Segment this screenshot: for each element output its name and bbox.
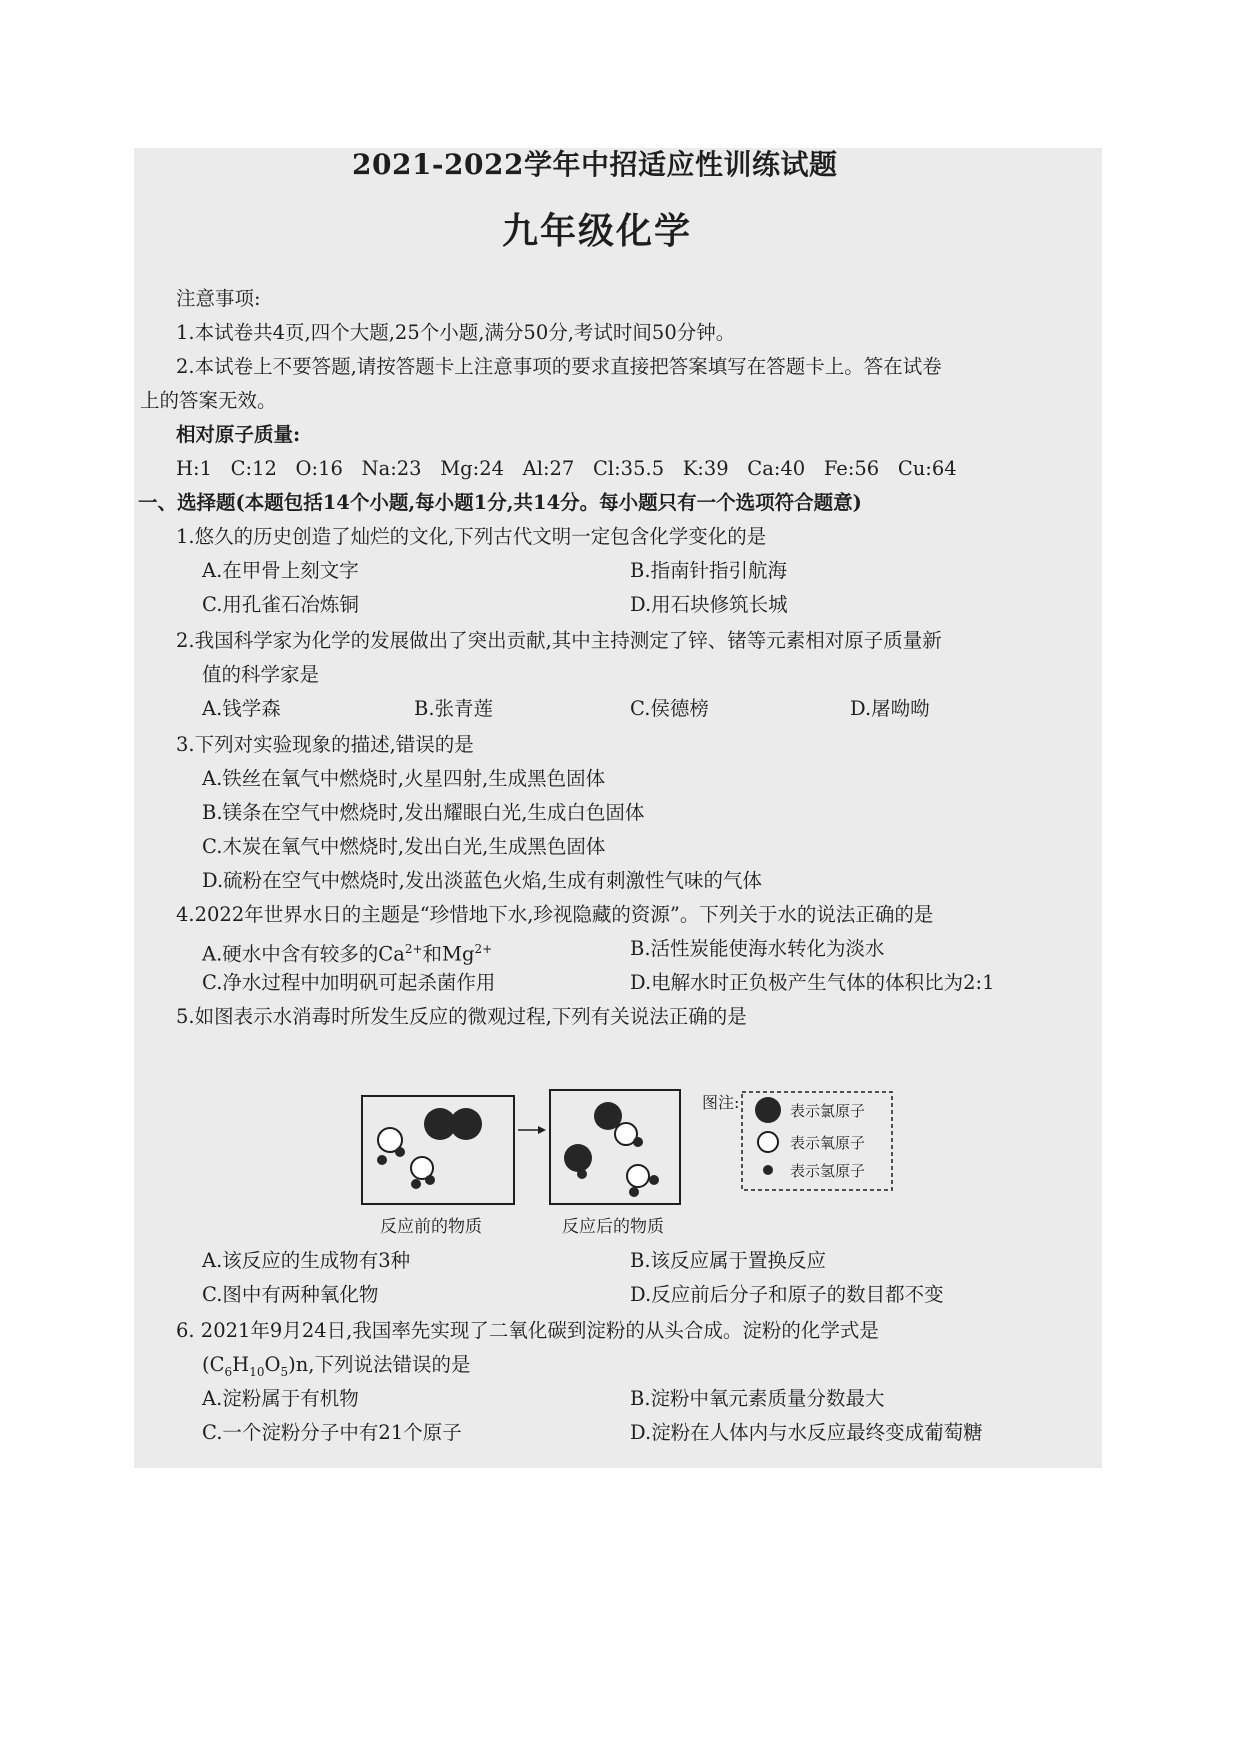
legend-title: 图注: xyxy=(702,1093,740,1112)
q4-option-a: A.硬水中含有较多的$Ca^{2+}$和$Mg^{2+}$ xyxy=(202,942,493,966)
q5-option-c: C.图中有两种氧化物 xyxy=(202,1283,379,1306)
q1-stem: 1.悠久的历史创造了灿烂的文化,下列古代文明一定包含化学变化的是 xyxy=(176,525,767,548)
atomic-mass-cu: Cu:64 xyxy=(897,457,957,480)
atomic-mass-mg: Mg:24 xyxy=(440,457,505,480)
q3-option-d: D.硫粉在空气中燃烧时,发出淡蓝色火焰,生成有刺激性气味的气体 xyxy=(202,869,763,892)
q2-stem: 2.我国科学家为化学的发展做出了突出贡献,其中主持测定了锌、锗等元素相对原子质量新 xyxy=(176,629,942,652)
q5-option-b: B.该反应属于置换反应 xyxy=(630,1249,827,1272)
exam-page xyxy=(134,148,1102,1468)
q4-option-c: C.净水过程中加明矾可起杀菌作用 xyxy=(202,971,496,994)
legend-chlorine-icon xyxy=(755,1097,781,1123)
q2-option-a: A.钱学森 xyxy=(202,697,281,720)
atomic-mass-c: C:12 xyxy=(230,457,277,480)
q4-option-b: B.活性炭能使海水转化为淡水 xyxy=(630,937,885,960)
atomic-mass-ca: Ca:40 xyxy=(747,457,806,480)
q6-formula-line: $(C_6H_{10}O_5)n$,下列说法错误的是 xyxy=(202,1353,471,1379)
q1-option-c: C.用孔雀石冶炼铜 xyxy=(202,593,359,616)
q1-option-d: D.用石块修筑长城 xyxy=(630,593,788,616)
hydrogen-atom xyxy=(649,1175,659,1185)
q6-option-b: B.淀粉中氧元素质量分数最大 xyxy=(630,1387,885,1410)
atomic-mass-na: Na:23 xyxy=(361,457,422,480)
q3-option-c: C.木炭在氧气中燃烧时,发出白光,生成黑色固体 xyxy=(202,835,606,858)
notice-heading: 注意事项: xyxy=(176,287,261,310)
q6-stem: 6. 2021年9月24日,我国率先实现了二氧化碳到淀粉的从头合成。淀粉的化学式是 xyxy=(176,1319,879,1342)
q5-option-a: A.该反应的生成物有3种 xyxy=(202,1249,411,1272)
legend-hydrogen-label: 表示氢原子 xyxy=(790,1162,866,1180)
q6-option-a: A.淀粉属于有机物 xyxy=(202,1387,359,1410)
q6-option-c: C.一个淀粉分子中有21个原子 xyxy=(202,1421,462,1444)
q3-option-b: B.镁条在空气中燃烧时,发出耀眼白光,生成白色固体 xyxy=(202,801,645,824)
q6-option-d: D.淀粉在人体内与水反应最终变成葡萄糖 xyxy=(630,1421,983,1444)
legend-oxygen-icon xyxy=(758,1132,778,1152)
atomic-mass-o: O:16 xyxy=(295,457,343,480)
chlorine-atom xyxy=(450,1108,482,1140)
legend-hydrogen-icon xyxy=(763,1165,773,1175)
q1-option-a: A.在甲骨上刻文字 xyxy=(202,559,359,582)
hydrogen-atom xyxy=(629,1187,639,1197)
exam-title: 2021-2022学年中招适应性训练试题 xyxy=(352,148,838,181)
notice-item-2: 2.本试卷上不要答题,请按答题卡上注意事项的要求直接把答案填写在答题卡上。答在试卷 xyxy=(176,355,942,378)
q5-option-d: D.反应前后分子和原子的数目都不变 xyxy=(630,1283,944,1306)
reaction-diagram xyxy=(360,1088,960,1243)
after-label: 反应后的物质 xyxy=(562,1217,664,1237)
atomic-mass-k: K:39 xyxy=(682,457,729,480)
q1-option-b: B.指南针指引航海 xyxy=(630,559,788,582)
q2-option-c: C.侯德榜 xyxy=(630,697,709,720)
hydrogen-atom xyxy=(395,1147,405,1157)
before-label: 反应前的物质 xyxy=(380,1217,482,1237)
atomic-mass-al: Al:27 xyxy=(522,457,575,480)
q2-option-d: D.屠呦呦 xyxy=(850,697,930,720)
q3-stem: 3.下列对实验现象的描述,错误的是 xyxy=(176,733,474,756)
chlorine-atom xyxy=(564,1144,592,1172)
hydrogen-atom xyxy=(425,1175,435,1185)
notice-item-1: 1.本试卷共4页,四个大题,25个小题,满分50分,考试时间50分钟。 xyxy=(176,321,736,344)
section-1-heading: 一、选择题(本题包括14个小题,每小题1分,共14分。每小题只有一个选项符合题意) xyxy=(138,491,862,514)
legend-chlorine-label: 表示氯原子 xyxy=(790,1102,866,1120)
q4-option-d: D.电解水时正负极产生气体的体积比为2:1 xyxy=(630,971,995,994)
hydrogen-atom xyxy=(411,1179,421,1189)
atomic-mass-list xyxy=(176,456,957,482)
q2-option-b: B.张青莲 xyxy=(414,697,494,720)
atomic-mass-fe: Fe:56 xyxy=(823,457,880,480)
hydrogen-atom xyxy=(577,1169,587,1179)
atomic-mass-cl: Cl:35.5 xyxy=(592,457,665,480)
oxygen-atom xyxy=(627,1165,649,1187)
q5-stem: 5.如图表示水消毒时所发生反应的微观过程,下列有关说法正确的是 xyxy=(176,1005,747,1028)
atomic-mass-h: H:1 xyxy=(176,457,212,480)
hydrogen-atom xyxy=(377,1155,387,1165)
hydrogen-atom xyxy=(633,1137,643,1147)
atomic-mass-heading: 相对原子质量: xyxy=(176,423,301,446)
q4-stem: 4.2022年世界水日的主题是“珍惜地下水,珍视隐藏的资源”。下列关于水的说法正确的是 xyxy=(176,903,934,926)
notice-item-2-cont: 上的答案无效。 xyxy=(140,389,277,412)
q2-stem-cont: 值的科学家是 xyxy=(202,663,320,686)
exam-subject-title: 九年级化学 xyxy=(502,210,693,252)
q3-option-a: A.铁丝在氧气中燃烧时,火星四射,生成黑色固体 xyxy=(202,767,606,790)
legend-oxygen-label: 表示氧原子 xyxy=(790,1134,866,1152)
